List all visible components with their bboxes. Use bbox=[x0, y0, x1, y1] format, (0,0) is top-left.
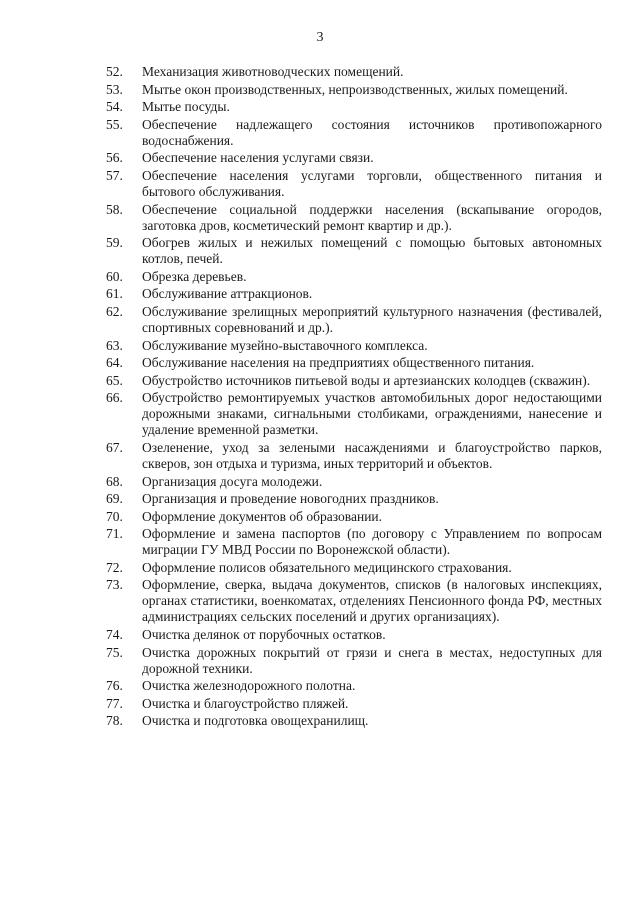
list-item bbox=[106, 577, 602, 625]
list-item-text: Очистка делянок от порубочных остатков. bbox=[142, 627, 386, 643]
list-item-number: 59. bbox=[106, 235, 123, 251]
list-item-text: Организация и проведение новогодних праздников. bbox=[142, 491, 439, 507]
list-item-number: 67. bbox=[106, 439, 123, 455]
list-item-number: 56. bbox=[106, 150, 123, 166]
list-item bbox=[106, 390, 602, 438]
list-item-text: Обслуживание населения на предприятиях общественного питания. bbox=[142, 355, 535, 371]
list-item bbox=[106, 150, 602, 166]
list-item bbox=[106, 64, 602, 80]
list-item bbox=[106, 355, 602, 371]
list-item-number: 60. bbox=[106, 268, 123, 284]
list-item bbox=[106, 117, 602, 149]
list-item-number: 52. bbox=[106, 64, 123, 79]
list-item-text: Обеспечение населения услугами торговли, общественного питания и бытового обслуживания. bbox=[142, 167, 602, 199]
list-item-text: Механизация животноводческих помещений. bbox=[142, 64, 404, 79]
list-item-text: Обеспечение социальной поддержки населения (вскапывание огородов, заготовка дров, косметический ремонт квартир и др.). bbox=[142, 201, 602, 233]
list-item-number: 77. bbox=[106, 695, 123, 711]
list-item-number: 76. bbox=[106, 678, 123, 694]
list-item-text: Очистка дорожных покрытий от грязи и снега в местах, недоступных для дорожной техники. bbox=[142, 644, 602, 676]
list-item bbox=[106, 168, 602, 200]
list-item bbox=[106, 678, 602, 694]
list-item bbox=[106, 373, 602, 389]
list-item-number: 65. bbox=[106, 372, 123, 388]
list-item-text: Обрезка деревьев. bbox=[142, 268, 247, 284]
list-item-text: Мытье окон производственных, непроизводственных, жилых помещений. bbox=[142, 81, 568, 97]
list-item-text: Обустройство ремонтируемых участков автомобильных дорог недостающими дорожными знаками, сигнальными столбиками, ограждениями, нанесение и удаление временной разметки. bbox=[142, 390, 602, 438]
list-item-number: 66. bbox=[106, 390, 123, 406]
list-item bbox=[106, 338, 602, 354]
list-item-number: 61. bbox=[106, 286, 123, 302]
list-item bbox=[106, 713, 602, 729]
list-item-number: 72. bbox=[106, 559, 123, 575]
list-item bbox=[106, 474, 602, 490]
list-item-number: 58. bbox=[106, 201, 123, 217]
list-item-number: 78. bbox=[106, 713, 123, 729]
list-item bbox=[106, 286, 602, 302]
list-item-number: 75. bbox=[106, 644, 123, 660]
list-item-text: Оформление полисов обязательного медицинского страхования. bbox=[142, 559, 512, 575]
list-item bbox=[106, 304, 602, 336]
list-item bbox=[106, 269, 602, 285]
list-item bbox=[106, 99, 602, 115]
list-item bbox=[106, 509, 602, 525]
list-item bbox=[106, 440, 602, 472]
list-item-text: Обогрев жилых и нежилых помещений с помощью бытовых автономных котлов, печей. bbox=[142, 235, 602, 267]
list-item bbox=[106, 645, 602, 677]
list-item-text: Обеспечение населения услугами связи. bbox=[142, 150, 374, 166]
page-number: 3 bbox=[316, 30, 324, 45]
list-item-number: 64. bbox=[106, 355, 123, 371]
list-item-text: Организация досуга молодежи. bbox=[142, 473, 323, 489]
list-item-text: Мытье посуды. bbox=[142, 99, 230, 115]
list-item-text: Обслуживание аттракционов. bbox=[142, 286, 313, 302]
list-item bbox=[106, 202, 602, 234]
list-item-number: 69. bbox=[106, 491, 123, 507]
list-item-number: 70. bbox=[106, 508, 123, 524]
list-item-text: Обеспечение надлежащего состояния источников противопожарного водоснабжения. bbox=[142, 116, 602, 148]
list-item-text: Обустройство источников питьевой воды и артезианских колодцев (скважин). bbox=[142, 372, 591, 388]
list-item-number: 74. bbox=[106, 627, 123, 643]
list-item-number: 73. bbox=[106, 577, 123, 593]
list-item bbox=[106, 696, 602, 712]
list-item bbox=[106, 235, 602, 267]
work-list bbox=[106, 64, 602, 729]
list-item bbox=[106, 82, 602, 98]
list-item-text: Обслуживание музейно-выставочного комплекса. bbox=[142, 337, 428, 353]
list-item bbox=[106, 491, 602, 507]
list-item-number: 62. bbox=[106, 303, 123, 319]
list-item-number: 68. bbox=[106, 473, 123, 489]
list-item-number: 53. bbox=[106, 81, 123, 97]
list-item-text: Оформление и замена паспортов (по договору с Управлением по вопросам миграции ГУ МВД России по Воронежской области). bbox=[142, 526, 602, 558]
list-item-text: Оформление документов об образовании. bbox=[142, 508, 383, 524]
list-item-number: 63. bbox=[106, 337, 123, 353]
list-item-text: Оформление, сверка, выдача документов, списков (в налоговых инспекциях, органах статистики, военкоматах, отделениях Пенсионного фонда РФ, местных администрациях сельских поселений и других организациях). bbox=[142, 577, 602, 625]
list-item-text: Очистка и благоустройство пляжей. bbox=[142, 695, 349, 711]
list-item-text: Обслуживание зрелищных мероприятий культурного назначения (фестивалей, спортивных соревнований и др.). bbox=[142, 303, 602, 335]
list-item bbox=[106, 627, 602, 643]
list-item bbox=[106, 560, 602, 576]
list-item-text: Озеленение, уход за зелеными насаждениями и благоустройство парков, скверов, зон отдыха и туризма, иных территорий и объектов. bbox=[142, 439, 602, 471]
list-item bbox=[106, 526, 602, 558]
list-item-number: 57. bbox=[106, 167, 123, 183]
list-item-number: 71. bbox=[106, 526, 123, 542]
list-item-text: Очистка и подготовка овощехранилищ. bbox=[142, 713, 369, 729]
list-item-text: Очистка железнодорожного полотна. bbox=[142, 678, 356, 694]
list-item-number: 54. bbox=[106, 99, 123, 115]
list-item-number: 55. bbox=[106, 116, 123, 132]
